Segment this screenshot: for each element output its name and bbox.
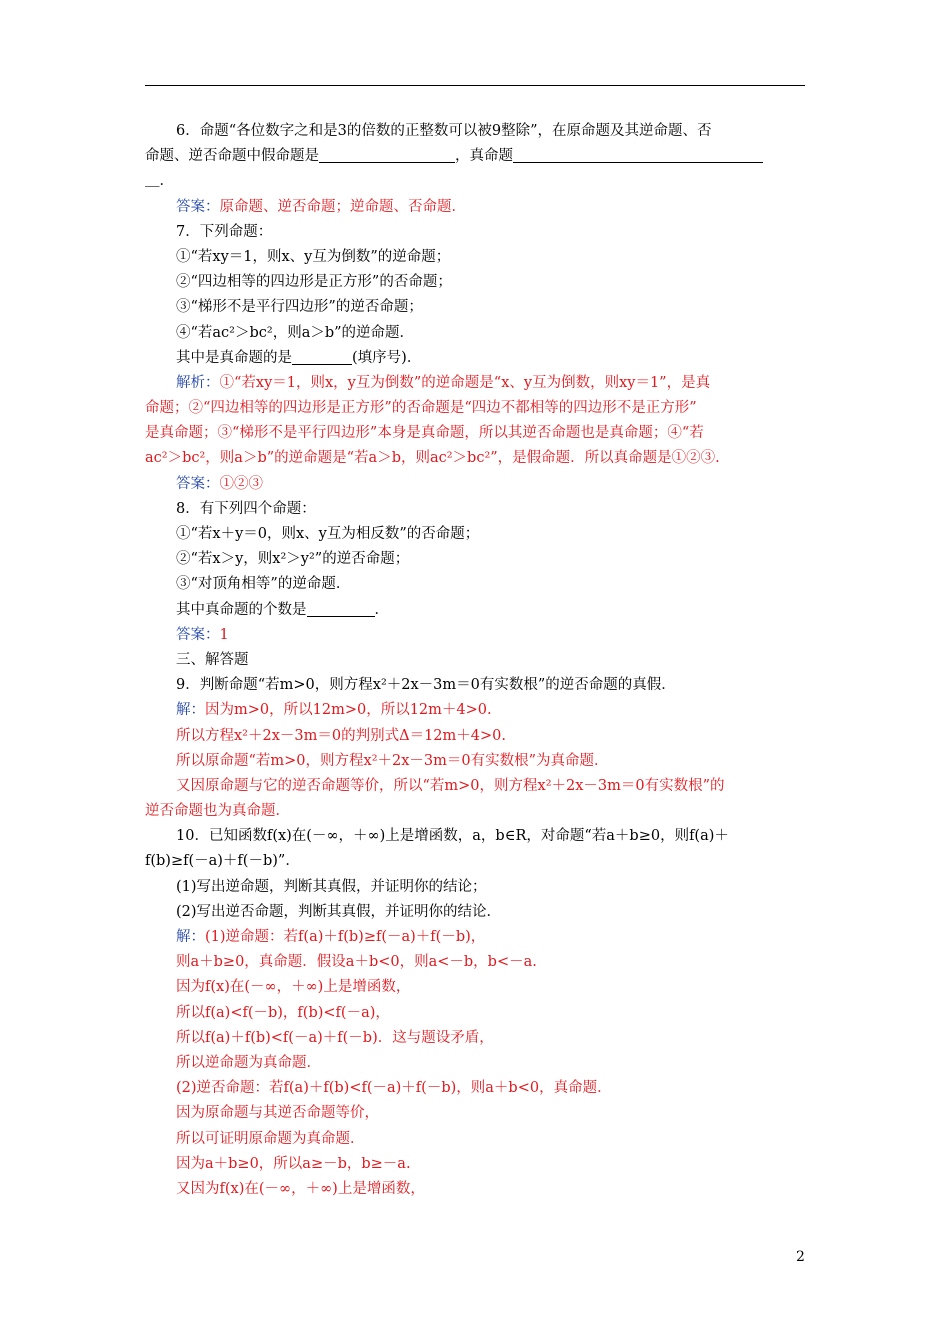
answer-blank	[513, 145, 763, 163]
line-text: 所以原命题“若m>0，则方程x²＋2x－3m＝0有实数根”为真命题．	[176, 752, 609, 769]
line-text: 原命题、逆否命题；逆命题、否命题．	[219, 198, 466, 215]
text-line	[145, 698, 807, 723]
text-line	[145, 1101, 807, 1126]
text-line	[145, 824, 807, 849]
text-line	[145, 1026, 807, 1051]
text-line	[145, 321, 807, 346]
text-line	[145, 648, 807, 673]
answer-label: 答案：	[176, 198, 220, 215]
line-text: 所以f(a)＋f(b)<f(－a)＋f(－b)．这与题设矛盾，	[176, 1029, 494, 1046]
line-text: 所以可证明原命题为真命题．	[176, 1130, 365, 1147]
text-line	[145, 1127, 807, 1152]
text-segment: ，真命题	[455, 148, 513, 165]
text-line	[145, 572, 807, 597]
text-line	[145, 598, 807, 623]
line-text: 所以方程x²＋2x－3m＝0的判别式Δ＝12m＋4>0.	[176, 727, 506, 744]
line-text: ②“若x＞y，则x²＞y²”的逆否命题；	[176, 551, 410, 568]
header-rule	[145, 85, 805, 86]
line-text: ac²＞bc²，则a＞b”的逆命题是“若a＞b，则ac²＞bc²”，是假命题．所以真命题是①②③.	[145, 450, 720, 467]
text-line	[145, 975, 807, 1000]
line-text: 所以f(a)<f(－b)，f(b)<f(－a)，	[176, 1004, 390, 1021]
text-line	[145, 774, 807, 799]
text-line	[145, 749, 807, 774]
text-line	[145, 724, 807, 749]
text-line	[145, 446, 807, 471]
text-line	[145, 673, 807, 698]
text-line	[145, 522, 807, 547]
line-text: 所以逆命题为真命题．	[176, 1054, 321, 1071]
line-text: 逆否命题也为真命题．	[145, 803, 290, 820]
text-line	[145, 1152, 807, 1177]
answer-label: 解：	[176, 702, 205, 719]
text-line	[145, 900, 807, 925]
line-text: 6．命题“各位数字之和是3的倍数的正整数可以被9整除”，在原命题及其逆命题、否	[176, 123, 712, 139]
text-line	[145, 371, 807, 396]
line-text: (2)逆否命题：若f(a)＋f(b)<f(－a)＋f(－b)，则a＋b<0，真命题．	[176, 1080, 612, 1097]
text-line	[145, 1177, 807, 1202]
text-line	[145, 849, 807, 874]
line-text: ③“梯形不是平行四边形”的逆否命题；	[176, 299, 423, 316]
answer-label: 解：	[176, 929, 205, 945]
line-text: 命题；②“四边相等的四边形是正方形”的否命题是“四边不都相等的四边形不是正方形”	[145, 400, 697, 417]
answer-blank	[292, 347, 352, 365]
line-text: ①②③	[219, 475, 263, 492]
text-segment: 命题、逆否命题中假命题是	[145, 148, 319, 165]
text-line	[145, 396, 807, 421]
text-line	[145, 623, 807, 648]
line-text: (2)写出逆否命题，判断其真假，并证明你的结论．	[176, 903, 502, 920]
line-text: 因为f(x)在(－∞，＋∞)上是增函数，	[176, 979, 411, 996]
text-line	[145, 875, 807, 900]
text-line	[145, 1001, 807, 1026]
line-text: (1)写出逆命题，判断其真假，并证明你的结论；	[176, 878, 487, 895]
text-line	[145, 950, 807, 975]
line-text: 9．判断命题“若m>0，则方程x²＋2x－3m＝0有实数根”的逆否命题的真假．	[176, 677, 676, 694]
text-line	[145, 270, 807, 295]
answer-label: 答案：	[176, 475, 220, 492]
text-line	[145, 144, 807, 169]
line-text: (1)逆命题：若f(a)＋f(b)≥f(－a)＋f(－b)，	[205, 929, 486, 945]
text-segment: (填序号)．	[352, 349, 422, 366]
line-text: ①“若xy＝1，则x，y互为倒数”的逆命题是“x、y互为倒数，则xy＝1”，是真	[219, 374, 711, 391]
text-line	[145, 220, 807, 245]
text-line	[145, 421, 807, 446]
text-line	[145, 245, 807, 270]
line-text: 因为m>0，所以12m>0，所以12m＋4>0.	[205, 702, 492, 719]
line-text: 8．有下列四个命题：	[176, 500, 316, 517]
line-text: f(b)≥f(－a)＋f(－b)”．	[145, 853, 300, 870]
text-line	[145, 925, 807, 950]
page-number: 2	[796, 1249, 805, 1265]
answer-blank	[319, 145, 455, 163]
document-body	[145, 119, 807, 1202]
text-line	[145, 799, 807, 824]
text-segment: ．	[374, 601, 389, 618]
text-segment: 其中真命题的个数是	[176, 601, 307, 618]
line-text: 10．已知函数f(x)在(－∞，＋∞)上是增函数，a，b∈R，对命题“若a＋b≥0，则f(a)＋	[176, 828, 729, 845]
line-text: 因为原命题与其逆否命题等价，	[176, 1105, 379, 1122]
line-text: 7．下列命题：	[176, 223, 273, 240]
answer-label: 解析：	[176, 374, 220, 391]
text-line	[145, 295, 807, 320]
line-text: ④“若ac²＞bc²，则a＞b”的逆命题．	[176, 324, 415, 341]
line-text: ③“对顶角相等”的逆命题．	[176, 576, 351, 593]
line-text: ＿．	[145, 173, 174, 190]
answer-blank	[307, 599, 375, 617]
text-line	[145, 497, 807, 522]
line-text: 是真命题；③“梯形不是平行四边形”本身是真命题，所以其逆否命题也是真命题；④“若	[145, 425, 704, 442]
text-segment: 其中是真命题的是	[176, 349, 292, 366]
line-text: 三、解答题	[176, 651, 249, 668]
line-text: 又因原命题与它的逆否命题等价，所以“若m>0，则方程x²＋2x－3m＝0有实数根”的	[176, 777, 725, 794]
text-line	[145, 169, 807, 194]
text-line	[145, 195, 807, 220]
line-text: 因为a＋b≥0，所以a≥－b，b≥－a.	[176, 1155, 411, 1172]
text-line	[145, 1076, 807, 1101]
text-line	[145, 547, 807, 572]
line-text: 则a＋b≥0，真命题．假设a＋b<0，则a<－b，b<－a.	[176, 954, 537, 971]
text-line	[145, 1051, 807, 1076]
line-text: 1	[219, 626, 229, 643]
line-text: 又因为f(x)在(－∞，＋∞)上是增函数，	[176, 1180, 425, 1197]
text-line	[145, 119, 807, 144]
text-line	[145, 346, 807, 371]
line-text: ②“四边相等的四边形是正方形”的否命题；	[176, 274, 452, 291]
line-text: ①“若xy＝1，则x、y互为倒数”的逆命题；	[176, 248, 451, 265]
text-line	[145, 472, 807, 497]
answer-label: 答案：	[176, 626, 220, 643]
line-text: ①“若x＋y＝0，则x、y互为相反数”的否命题；	[176, 526, 480, 542]
